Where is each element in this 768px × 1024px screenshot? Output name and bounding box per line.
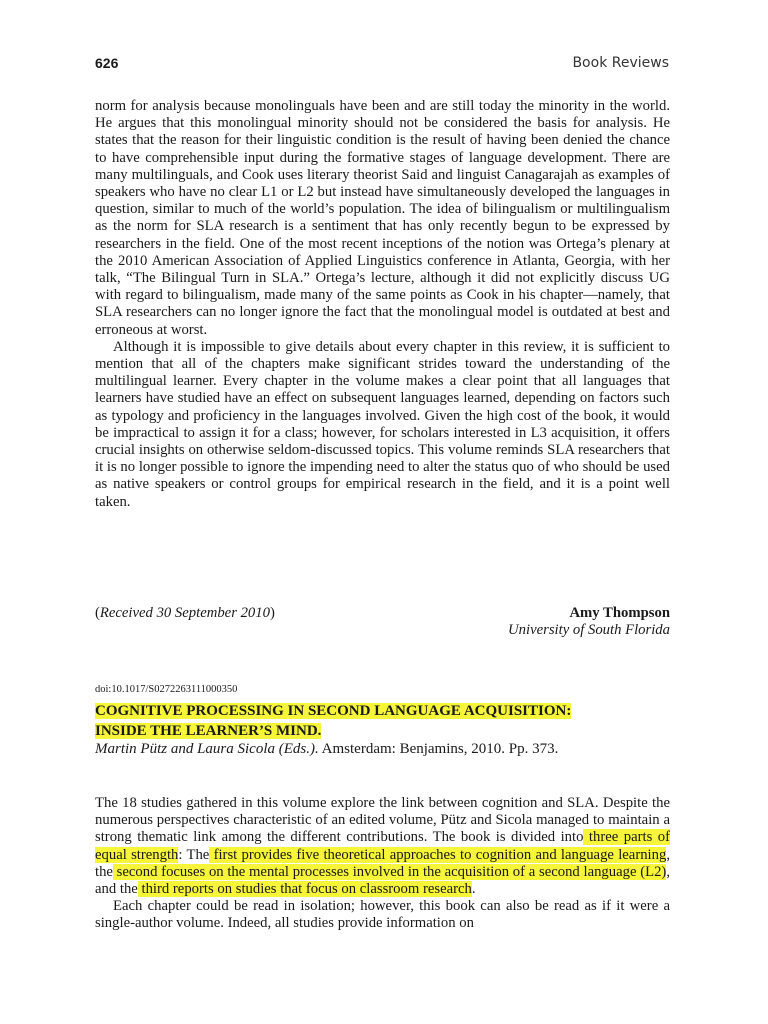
review-putz-body bbox=[95, 795, 670, 933]
review-putz-paragraph-1 bbox=[95, 795, 670, 898]
review-putz-paragraph-2: Each chapter could be read in isolation; however, this book can also be read as if it were a single-author volume. Indeed, all studies provide information on bbox=[95, 898, 670, 932]
review-thompson-body bbox=[95, 98, 670, 511]
highlight-first-part: first provides five theoretical approaches to cognition and language learning bbox=[209, 846, 667, 863]
highlight-three-parts: three parts of equal strength bbox=[95, 829, 670, 863]
book-title-line-1: COGNITIVE PROCESSING IN SECOND LANGUAGE ACQUISITION: bbox=[95, 703, 572, 719]
book-citation bbox=[95, 741, 558, 758]
review-thompson-paragraph-1: norm for analysis because monolinguals have been and are still today the minority in the world. He argues that this monolingual minority should not be considered the basis for analysis. He states that the reason for their linguistic condition is the result of having been denied the chance to have comprehensible input during the formative stages of language development. There are many multilinguals, and Cook uses literary theorist Said and linguist Canagarajah as examples of speakers who have no clear L1 or L2 but instead have simultaneously developed the languages in question, similar to much of the world’s population. The idea of bilingualism or multilingualism as the norm for SLA research is a sentiment that has only recently begun to be expressed by researchers in the field. One of the most recent inceptions of the notion was Ortega’s plenary at the 2010 American Association of Applied Linguistics conference in Atlanta, Georgia, with her talk, “The Bilingual Turn in SLA.” Ortega’s lecture, although it did not explicitly discuss UG with regard to bilingualism, made many of the same points as Cook in his chapter—namely, that SLA researchers can no longer ignore the fact that the monolingual model is outdated at best and erroneous at worst. bbox=[95, 98, 670, 338]
highlight-second-part: second focuses on the mental processes involved in the acquisition of a second language (L2) bbox=[112, 863, 667, 880]
received-date bbox=[95, 605, 275, 622]
review-putz-text-b: : The bbox=[178, 846, 210, 863]
review-putz-text-a: The 18 studies gathered in this volume explore the link between cognition and SLA. Despite the numerous perspectives characteristic of an edited volume, Pütz and Sicola managed to maintain a strong thematic link among the different contributions. The book is divided into bbox=[95, 795, 670, 846]
review-thompson-paragraph-2: Although it is impossible to give details about every chapter in this review, it is sufficient to mention that all of the chapters make significant strides toward the understanding of the multilingual learner. Every chapter in the volume makes a clear point that all languages that learners have studied have an effect on subsequent languages learned, depending on factors such as typology and proficiency in the languages involved. Given the high cost of the book, it would be impractical to assign it for a class; however, for scholars interested in L3 acquisition, it offers crucial insights on otherwise seldom-discussed topics. This volume reminds SLA researchers that it is no longer possible to ignore the impending need to alter the status quo of who should be used as native speakers or control groups for empirical research in the field, and it is a point well taken. bbox=[95, 338, 670, 510]
book-title bbox=[95, 701, 670, 741]
received-date-text: Received 30 September 2010 bbox=[99, 605, 270, 621]
book-publication: Amsterdam: Benjamins, 2010. Pp. 373. bbox=[318, 741, 559, 757]
page-number: 626 bbox=[95, 55, 119, 71]
review-putz-text-e: . bbox=[471, 881, 476, 898]
book-title-line-2: INSIDE THE LEARNER’S MIND. bbox=[95, 723, 322, 739]
received-close-paren: ) bbox=[269, 605, 275, 621]
received-open-paren: ( bbox=[95, 605, 100, 621]
book-editors: Martin Pütz and Laura Sicola (Eds.). bbox=[95, 741, 319, 757]
running-title: Book Reviews bbox=[572, 55, 669, 71]
highlight-third-part: third reports on studies that focus on classroom research bbox=[137, 881, 472, 898]
reviewer-affiliation: University of South Florida bbox=[508, 622, 670, 638]
doi-label: doi:10.1017/S0272263111000350 bbox=[95, 684, 238, 695]
review-putz-text-d: , and the bbox=[95, 863, 670, 898]
reviewer-name: Amy Thompson bbox=[569, 605, 670, 621]
review-putz-text-c: , the bbox=[95, 846, 670, 880]
